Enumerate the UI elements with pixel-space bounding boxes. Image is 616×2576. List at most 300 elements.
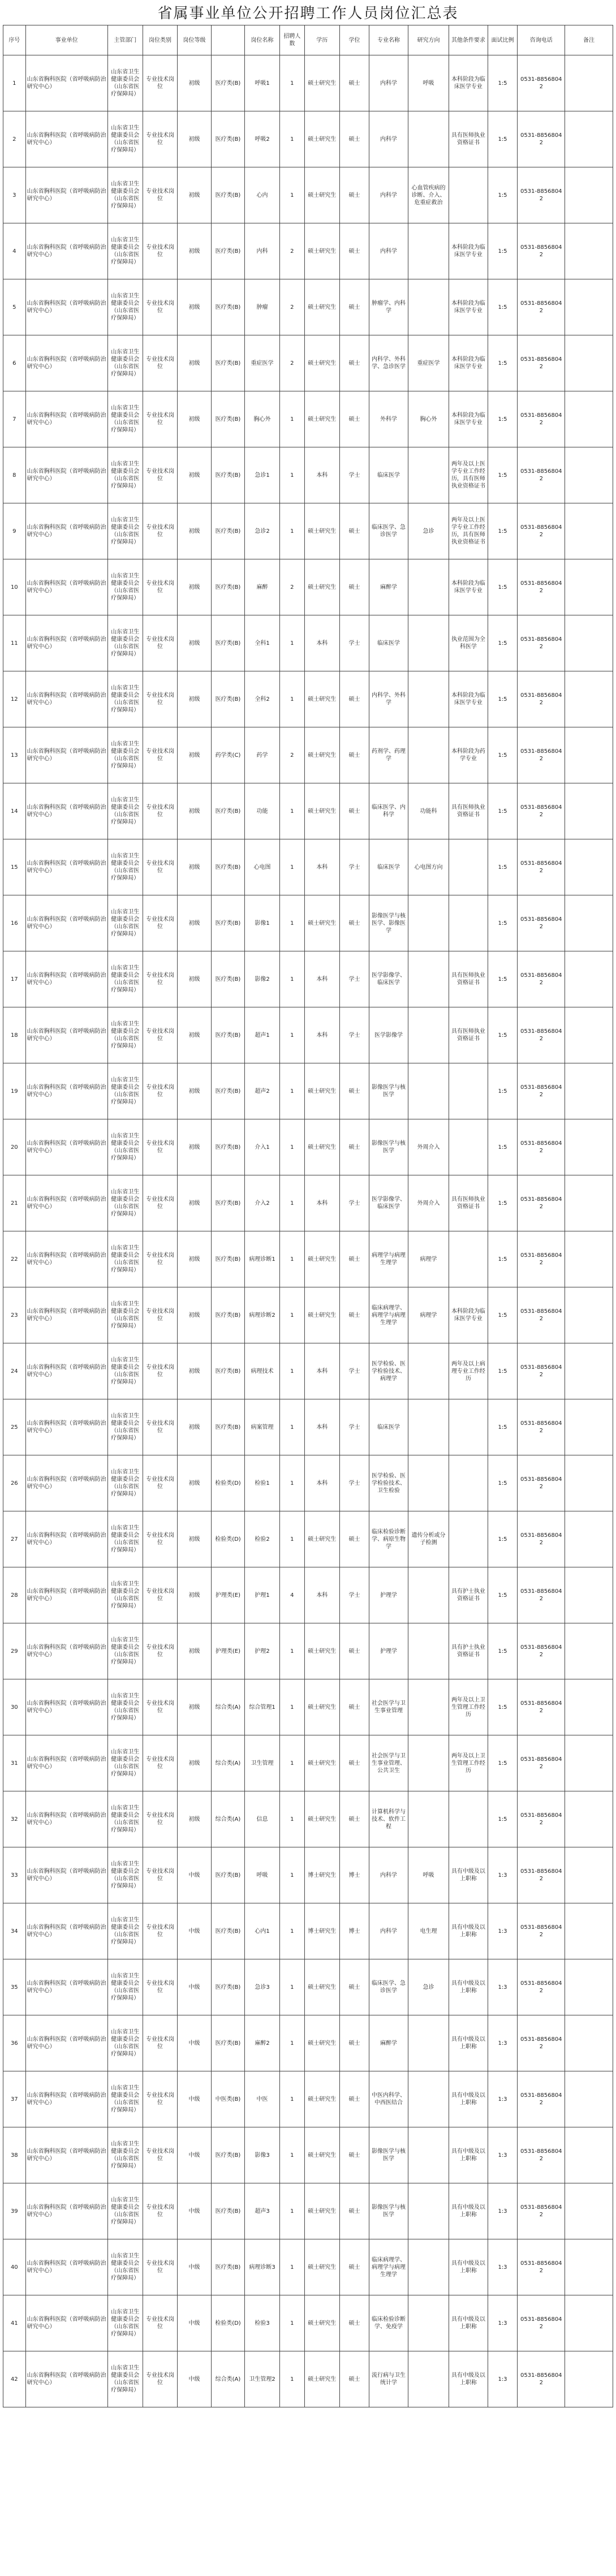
- cell-degree: 硕士: [339, 727, 369, 783]
- cell-post-type: 专业技术岗位: [143, 1511, 178, 1567]
- cell-dept: 山东省卫生健康委员会（山东省医疗保障局）: [107, 335, 143, 391]
- cell-index: 7: [3, 391, 26, 447]
- cell-post-level: 初级: [178, 447, 211, 503]
- cell-post-name: 影像3: [245, 2127, 280, 2183]
- cell-remark: [565, 111, 613, 167]
- cell-index: 18: [3, 1007, 26, 1063]
- cell-phone: 0531-88568042: [518, 391, 565, 447]
- cell-remark: [565, 167, 613, 223]
- cell-post-type: 专业技术岗位: [143, 2239, 178, 2295]
- cell-unit: 山东省胸科医院（省呼吸病防治研究中心）: [25, 839, 107, 895]
- cell-count: 1: [279, 615, 304, 671]
- cell-category: 医疗类(B): [211, 223, 244, 279]
- cell-other: 具有医师执业资格证书: [449, 1175, 488, 1231]
- cell-post-type: 专业技术岗位: [143, 895, 178, 951]
- cell-major: 社会医学与卫生事业管理: [369, 1679, 408, 1735]
- cell-index: 3: [3, 167, 26, 223]
- cell-research: 电生理: [408, 1903, 449, 1959]
- cell-dept: 山东省卫生健康委员会（山东省医疗保障局）: [107, 1791, 143, 1847]
- cell-degree: 硕士: [339, 1679, 369, 1735]
- cell-post-type: 专业技术岗位: [143, 727, 178, 783]
- cell-count: 2: [279, 559, 304, 615]
- cell-major: 影像医学与核医学: [369, 2183, 408, 2239]
- cell-count: 1: [279, 1119, 304, 1175]
- table-row: [3, 1007, 613, 1063]
- cell-post-name: 超声1: [245, 1007, 280, 1063]
- cell-phone: 0531-88568042: [518, 1679, 565, 1735]
- cell-category: 医疗类(B): [211, 559, 244, 615]
- cell-phone: 0531-88568042: [518, 2183, 565, 2239]
- cell-phone: 0531-88568042: [518, 839, 565, 895]
- cell-other: 两年及以上医学专业工作经历，具有医师执业资格证书: [449, 503, 488, 559]
- cell-major: 护理学: [369, 1567, 408, 1623]
- cell-other: 两年及以上卫生管理工作经历: [449, 1735, 488, 1791]
- cell-post-name: 介入2: [245, 1175, 280, 1231]
- cell-unit: 山东省胸科医院（省呼吸病防治研究中心）: [25, 2071, 107, 2127]
- cell-post-name: 护理1: [245, 1567, 280, 1623]
- cell-unit: 山东省胸科医院（省呼吸病防治研究中心）: [25, 2351, 107, 2407]
- cell-post-type: 专业技术岗位: [143, 2071, 178, 2127]
- cell-major: 肿瘤学、内科学: [369, 279, 408, 335]
- cell-dept: 山东省卫生健康委员会（山东省医疗保障局）: [107, 1287, 143, 1343]
- cell-remark: [565, 391, 613, 447]
- cell-dept: 山东省卫生健康委员会（山东省医疗保障局）: [107, 1007, 143, 1063]
- cell-degree: 硕士: [339, 1287, 369, 1343]
- table-row: [3, 2351, 613, 2407]
- cell-major: 临床医学、急诊医学: [369, 503, 408, 559]
- cell-count: 1: [279, 1063, 304, 1119]
- cell-post-level: 初级: [178, 839, 211, 895]
- cell-post-name: 护理2: [245, 1623, 280, 1679]
- table-row: [3, 951, 613, 1007]
- cell-phone: 0531-88568042: [518, 1847, 565, 1903]
- cell-dept: 山东省卫生健康委员会（山东省医疗保障局）: [107, 839, 143, 895]
- table-row: [3, 279, 613, 335]
- cell-post-level: 初级: [178, 951, 211, 1007]
- cell-post-type: 专业技术岗位: [143, 671, 178, 727]
- cell-post-level: 初级: [178, 1343, 211, 1399]
- cell-unit: 山东省胸科医院（省呼吸病防治研究中心）: [25, 2183, 107, 2239]
- cell-post-name: 介入1: [245, 1119, 280, 1175]
- cell-count: 1: [279, 1847, 304, 1903]
- cell-dept: 山东省卫生健康委员会（山东省医疗保障局）: [107, 1119, 143, 1175]
- cell-remark: [565, 1007, 613, 1063]
- cell-education: 硕士研究生: [304, 2127, 339, 2183]
- cell-phone: 0531-88568042: [518, 1455, 565, 1511]
- cell-unit: 山东省胸科医院（省呼吸病防治研究中心）: [25, 1903, 107, 1959]
- table-row: [3, 1343, 613, 1399]
- cell-category: 检验类(D): [211, 2295, 244, 2351]
- cell-ratio: 1:5: [488, 111, 518, 167]
- cell-ratio: 1:5: [488, 1511, 518, 1567]
- cell-category: 综合类(A): [211, 1679, 244, 1735]
- cell-count: 1: [279, 1623, 304, 1679]
- cell-post-level: 初级: [178, 335, 211, 391]
- cell-dept: 山东省卫生健康委员会（山东省医疗保障局）: [107, 223, 143, 279]
- cell-degree: 学士: [339, 839, 369, 895]
- cell-major: 外科学: [369, 391, 408, 447]
- cell-post-name: 急诊2: [245, 503, 280, 559]
- cell-phone: 0531-88568042: [518, 447, 565, 503]
- cell-post-type: 专业技术岗位: [143, 1343, 178, 1399]
- cell-ratio: 1:5: [488, 223, 518, 279]
- cell-post-level: 初级: [178, 167, 211, 223]
- cell-index: 30: [3, 1679, 26, 1735]
- cell-research: [408, 2239, 449, 2295]
- cell-phone: 0531-88568042: [518, 671, 565, 727]
- cell-post-name: 全科2: [245, 671, 280, 727]
- cell-count: 1: [279, 447, 304, 503]
- cell-post-level: 初级: [178, 1287, 211, 1343]
- cell-other: 具有中级及以上职称: [449, 2239, 488, 2295]
- cell-education: 硕士研究生: [304, 1119, 339, 1175]
- table-row: [3, 2071, 613, 2127]
- cell-index: 15: [3, 839, 26, 895]
- cell-major: 临床医学: [369, 1399, 408, 1455]
- cell-education: 硕士研究生: [304, 279, 339, 335]
- cell-major: 内科学: [369, 111, 408, 167]
- cell-index: 11: [3, 615, 26, 671]
- cell-unit: 山东省胸科医院（省呼吸病防治研究中心）: [25, 1231, 107, 1287]
- table-row: [3, 1063, 613, 1119]
- cell-degree: 硕士: [339, 1063, 369, 1119]
- cell-ratio: 1:3: [488, 1847, 518, 1903]
- cell-major: 影像医学与核医学、影像医学: [369, 895, 408, 951]
- cell-count: 1: [279, 391, 304, 447]
- cell-research: [408, 1791, 449, 1847]
- cell-index: 33: [3, 1847, 26, 1903]
- cell-remark: [565, 1623, 613, 1679]
- cell-post-type: 专业技术岗位: [143, 2351, 178, 2407]
- cell-other: 两年及以上病理专业工作经历: [449, 1343, 488, 1399]
- cell-degree: 博士: [339, 1847, 369, 1903]
- cell-post-type: 专业技术岗位: [143, 1399, 178, 1455]
- cell-degree: 硕士: [339, 2015, 369, 2071]
- header-cell-post-type: 岗位类别: [143, 25, 178, 55]
- cell-post-level: 初级: [178, 559, 211, 615]
- cell-phone: 0531-88568042: [518, 951, 565, 1007]
- cell-count: 1: [279, 839, 304, 895]
- cell-phone: 0531-88568042: [518, 167, 565, 223]
- cell-education: 本科: [304, 1399, 339, 1455]
- cell-research: [408, 223, 449, 279]
- cell-post-level: 初级: [178, 671, 211, 727]
- cell-ratio: 1:5: [488, 1119, 518, 1175]
- cell-other: 本科阶段为临床医学专业: [449, 1287, 488, 1343]
- cell-unit: 山东省胸科医院（省呼吸病防治研究中心）: [25, 727, 107, 783]
- cell-research: [408, 1007, 449, 1063]
- cell-phone: 0531-88568042: [518, 1623, 565, 1679]
- cell-education: 博士研究生: [304, 1847, 339, 1903]
- cell-post-type: 专业技术岗位: [143, 2127, 178, 2183]
- cell-unit: 山东省胸科医院（省呼吸病防治研究中心）: [25, 1847, 107, 1903]
- cell-dept: 山东省卫生健康委员会（山东省医疗保障局）: [107, 895, 143, 951]
- cell-education: 硕士研究生: [304, 1679, 339, 1735]
- cell-dept: 山东省卫生健康委员会（山东省医疗保障局）: [107, 1847, 143, 1903]
- cell-education: 硕士研究生: [304, 895, 339, 951]
- cell-major: 内科学: [369, 223, 408, 279]
- cell-phone: 0531-88568042: [518, 1119, 565, 1175]
- cell-unit: 山东省胸科医院（省呼吸病防治研究中心）: [25, 55, 107, 111]
- cell-phone: 0531-88568042: [518, 1063, 565, 1119]
- cell-education: 硕士研究生: [304, 2295, 339, 2351]
- cell-degree: 硕士: [339, 1511, 369, 1567]
- cell-education: 硕士研究生: [304, 2239, 339, 2295]
- table-body: [3, 55, 613, 2407]
- cell-education: 硕士研究生: [304, 1511, 339, 1567]
- header-cell-index: 序号: [3, 25, 26, 55]
- cell-education: 硕士研究生: [304, 1791, 339, 1847]
- cell-other: 两年及以上卫生管理工作经历: [449, 1679, 488, 1735]
- cell-count: 1: [279, 1007, 304, 1063]
- cell-research: [408, 1343, 449, 1399]
- cell-category: 医疗类(B): [211, 1343, 244, 1399]
- cell-post-level: 初级: [178, 1007, 211, 1063]
- cell-index: 28: [3, 1567, 26, 1623]
- cell-major: 内科学、外科学: [369, 671, 408, 727]
- cell-index: 41: [3, 2295, 26, 2351]
- cell-education: 硕士研究生: [304, 2351, 339, 2407]
- cell-index: 29: [3, 1623, 26, 1679]
- cell-education: 硕士研究生: [304, 335, 339, 391]
- cell-count: 1: [279, 1455, 304, 1511]
- cell-other: [449, 1063, 488, 1119]
- cell-ratio: 1:5: [488, 1287, 518, 1343]
- cell-post-level: 初级: [178, 1623, 211, 1679]
- cell-post-level: 初级: [178, 1231, 211, 1287]
- cell-remark: [565, 1231, 613, 1287]
- cell-remark: [565, 783, 613, 839]
- cell-unit: 山东省胸科医院（省呼吸病防治研究中心）: [25, 559, 107, 615]
- cell-dept: 山东省卫生健康委员会（山东省医疗保障局）: [107, 1903, 143, 1959]
- cell-category: 护理类(E): [211, 1567, 244, 1623]
- cell-education: 硕士研究生: [304, 1287, 339, 1343]
- cell-other: 本科阶段为临床医学专业: [449, 391, 488, 447]
- cell-ratio: 1:5: [488, 615, 518, 671]
- cell-category: 医疗类(B): [211, 279, 244, 335]
- cell-degree: 学士: [339, 615, 369, 671]
- cell-ratio: 1:5: [488, 839, 518, 895]
- cell-education: 硕士研究生: [304, 1959, 339, 2015]
- cell-major: 影像医学与核医学: [369, 1119, 408, 1175]
- cell-category: 医疗类(B): [211, 1119, 244, 1175]
- table-row: [3, 503, 613, 559]
- cell-unit: 山东省胸科医院（省呼吸病防治研究中心）: [25, 1623, 107, 1679]
- cell-post-level: 初级: [178, 1119, 211, 1175]
- cell-unit: 山东省胸科医院（省呼吸病防治研究中心）: [25, 503, 107, 559]
- cell-category: 医疗类(B): [211, 1175, 244, 1231]
- cell-post-name: 急诊3: [245, 1959, 280, 2015]
- cell-other: 具有中级及以上职称: [449, 2295, 488, 2351]
- cell-dept: 山东省卫生健康委员会（山东省医疗保障局）: [107, 1567, 143, 1623]
- cell-education: 本科: [304, 1343, 339, 1399]
- table-row: [3, 335, 613, 391]
- cell-ratio: 1:3: [488, 2239, 518, 2295]
- header-cell-unit: 事业单位: [25, 25, 107, 55]
- cell-phone: 0531-88568042: [518, 615, 565, 671]
- cell-post-name: 检验1: [245, 1455, 280, 1511]
- cell-research: [408, 1399, 449, 1455]
- cell-count: 1: [279, 1959, 304, 2015]
- cell-dept: 山东省卫生健康委员会（山东省医疗保障局）: [107, 447, 143, 503]
- cell-phone: 0531-88568042: [518, 55, 565, 111]
- cell-research: 心血管疾病的诊断、介入、危重症救治: [408, 167, 449, 223]
- cell-dept: 山东省卫生健康委员会（山东省医疗保障局）: [107, 783, 143, 839]
- cell-post-level: 初级: [178, 727, 211, 783]
- cell-major: 内科学、外科学、急诊医学: [369, 335, 408, 391]
- cell-index: 24: [3, 1343, 26, 1399]
- cell-phone: 0531-88568042: [518, 2295, 565, 2351]
- cell-category: 医疗类(B): [211, 2015, 244, 2071]
- cell-index: 5: [3, 279, 26, 335]
- cell-post-name: 检验3: [245, 2295, 280, 2351]
- cell-education: 硕士研究生: [304, 727, 339, 783]
- cell-count: 4: [279, 1567, 304, 1623]
- cell-count: 1: [279, 2071, 304, 2127]
- cell-degree: 硕士: [339, 1791, 369, 1847]
- cell-major: 社会医学与卫生事业管理、公共卫生: [369, 1735, 408, 1791]
- cell-category: 药学类(C): [211, 727, 244, 783]
- cell-remark: [565, 2351, 613, 2407]
- cell-index: 4: [3, 223, 26, 279]
- cell-ratio: 1:5: [488, 279, 518, 335]
- cell-remark: [565, 2295, 613, 2351]
- cell-remark: [565, 1063, 613, 1119]
- cell-unit: 山东省胸科医院（省呼吸病防治研究中心）: [25, 895, 107, 951]
- cell-remark: [565, 2127, 613, 2183]
- cell-research: 外周介入: [408, 1175, 449, 1231]
- cell-index: 14: [3, 783, 26, 839]
- cell-education: 硕士研究生: [304, 559, 339, 615]
- cell-dept: 山东省卫生健康委员会（山东省医疗保障局）: [107, 2183, 143, 2239]
- cell-remark: [565, 1287, 613, 1343]
- cell-phone: 0531-88568042: [518, 895, 565, 951]
- cell-post-level: 初级: [178, 1679, 211, 1735]
- cell-post-type: 专业技术岗位: [143, 1175, 178, 1231]
- cell-remark: [565, 1679, 613, 1735]
- cell-ratio: 1:5: [488, 1679, 518, 1735]
- cell-remark: [565, 727, 613, 783]
- cell-major: 病理学与病理生理学: [369, 1231, 408, 1287]
- cell-degree: 硕士: [339, 2071, 369, 2127]
- cell-major: 临床病理学、病理学与病理生理学: [369, 1287, 408, 1343]
- cell-remark: [565, 223, 613, 279]
- cell-research: 遗传分析或分子检测: [408, 1511, 449, 1567]
- cell-major: 医学影像学、临床医学: [369, 951, 408, 1007]
- cell-count: 1: [279, 1791, 304, 1847]
- cell-index: 1: [3, 55, 26, 111]
- cell-post-level: 中级: [178, 1903, 211, 1959]
- cell-post-level: 中级: [178, 1847, 211, 1903]
- cell-remark: [565, 2183, 613, 2239]
- cell-other: 具有中级及以上职称: [449, 2127, 488, 2183]
- cell-dept: 山东省卫生健康委员会（山东省医疗保障局）: [107, 2127, 143, 2183]
- header-cell-post-level: 岗位等级: [178, 25, 211, 55]
- cell-post-name: 病理技术: [245, 1343, 280, 1399]
- cell-degree: 学士: [339, 447, 369, 503]
- cell-post-type: 专业技术岗位: [143, 2015, 178, 2071]
- cell-research: 呼吸: [408, 55, 449, 111]
- cell-count: 1: [279, 503, 304, 559]
- cell-remark: [565, 1735, 613, 1791]
- cell-category: 医疗类(B): [211, 111, 244, 167]
- header-cell-remark: 备注: [565, 25, 613, 55]
- positions-table: [3, 25, 613, 2407]
- cell-research: [408, 1623, 449, 1679]
- cell-other: [449, 167, 488, 223]
- cell-index: 12: [3, 671, 26, 727]
- cell-index: 9: [3, 503, 26, 559]
- cell-post-name: 胸心外: [245, 391, 280, 447]
- cell-education: 硕士研究生: [304, 2015, 339, 2071]
- cell-index: 37: [3, 2071, 26, 2127]
- cell-degree: 硕士: [339, 391, 369, 447]
- cell-category: 医疗类(B): [211, 839, 244, 895]
- cell-research: [408, 2351, 449, 2407]
- cell-unit: 山东省胸科医院（省呼吸病防治研究中心）: [25, 2239, 107, 2295]
- cell-research: [408, 447, 449, 503]
- cell-count: 1: [279, 1903, 304, 1959]
- cell-degree: 硕士: [339, 335, 369, 391]
- cell-post-type: 专业技术岗位: [143, 1063, 178, 1119]
- cell-other: 本科阶段为药学专业: [449, 727, 488, 783]
- cell-post-name: 卫生管理2: [245, 2351, 280, 2407]
- header-cell-ratio: 面试比例: [488, 25, 518, 55]
- cell-ratio: 1:5: [488, 1343, 518, 1399]
- table-row: [3, 2239, 613, 2295]
- cell-other: [449, 1791, 488, 1847]
- cell-ratio: 1:5: [488, 1063, 518, 1119]
- cell-dept: 山东省卫生健康委员会（山东省医疗保障局）: [107, 951, 143, 1007]
- cell-dept: 山东省卫生健康委员会（山东省医疗保障局）: [107, 1511, 143, 1567]
- cell-count: 1: [279, 1735, 304, 1791]
- cell-degree: 硕士: [339, 279, 369, 335]
- cell-phone: 0531-88568042: [518, 279, 565, 335]
- cell-research: [408, 895, 449, 951]
- cell-post-level: 初级: [178, 1399, 211, 1455]
- cell-ratio: 1:5: [488, 671, 518, 727]
- cell-post-name: 重症医学: [245, 335, 280, 391]
- cell-post-level: 中级: [178, 2127, 211, 2183]
- cell-other: 具有中级及以上职称: [449, 2183, 488, 2239]
- cell-phone: 0531-88568042: [518, 1791, 565, 1847]
- cell-unit: 山东省胸科医院（省呼吸病防治研究中心）: [25, 2015, 107, 2071]
- cell-post-name: 心电图: [245, 839, 280, 895]
- cell-other: [449, 895, 488, 951]
- cell-research: [408, 2015, 449, 2071]
- table-row: [3, 111, 613, 167]
- cell-degree: 学士: [339, 1175, 369, 1231]
- cell-count: 2: [279, 279, 304, 335]
- cell-degree: 学士: [339, 1567, 369, 1623]
- cell-degree: 硕士: [339, 2183, 369, 2239]
- cell-other: 具有护士执业资格证书: [449, 1623, 488, 1679]
- cell-unit: 山东省胸科医院（省呼吸病防治研究中心）: [25, 1119, 107, 1175]
- cell-post-name: 影像1: [245, 895, 280, 951]
- cell-post-level: 初级: [178, 503, 211, 559]
- cell-major: 医学影像学、临床医学: [369, 1175, 408, 1231]
- cell-ratio: 1:3: [488, 1903, 518, 1959]
- cell-category: 综合类(A): [211, 1735, 244, 1791]
- cell-category: 医疗类(B): [211, 783, 244, 839]
- cell-category: 医疗类(B): [211, 391, 244, 447]
- cell-education: 本科: [304, 839, 339, 895]
- cell-dept: 山东省卫生健康委员会（山东省医疗保障局）: [107, 559, 143, 615]
- cell-research: [408, 951, 449, 1007]
- table-row: [3, 2183, 613, 2239]
- cell-research: 病理学: [408, 1231, 449, 1287]
- cell-major: 流行病与卫生统计学: [369, 2351, 408, 2407]
